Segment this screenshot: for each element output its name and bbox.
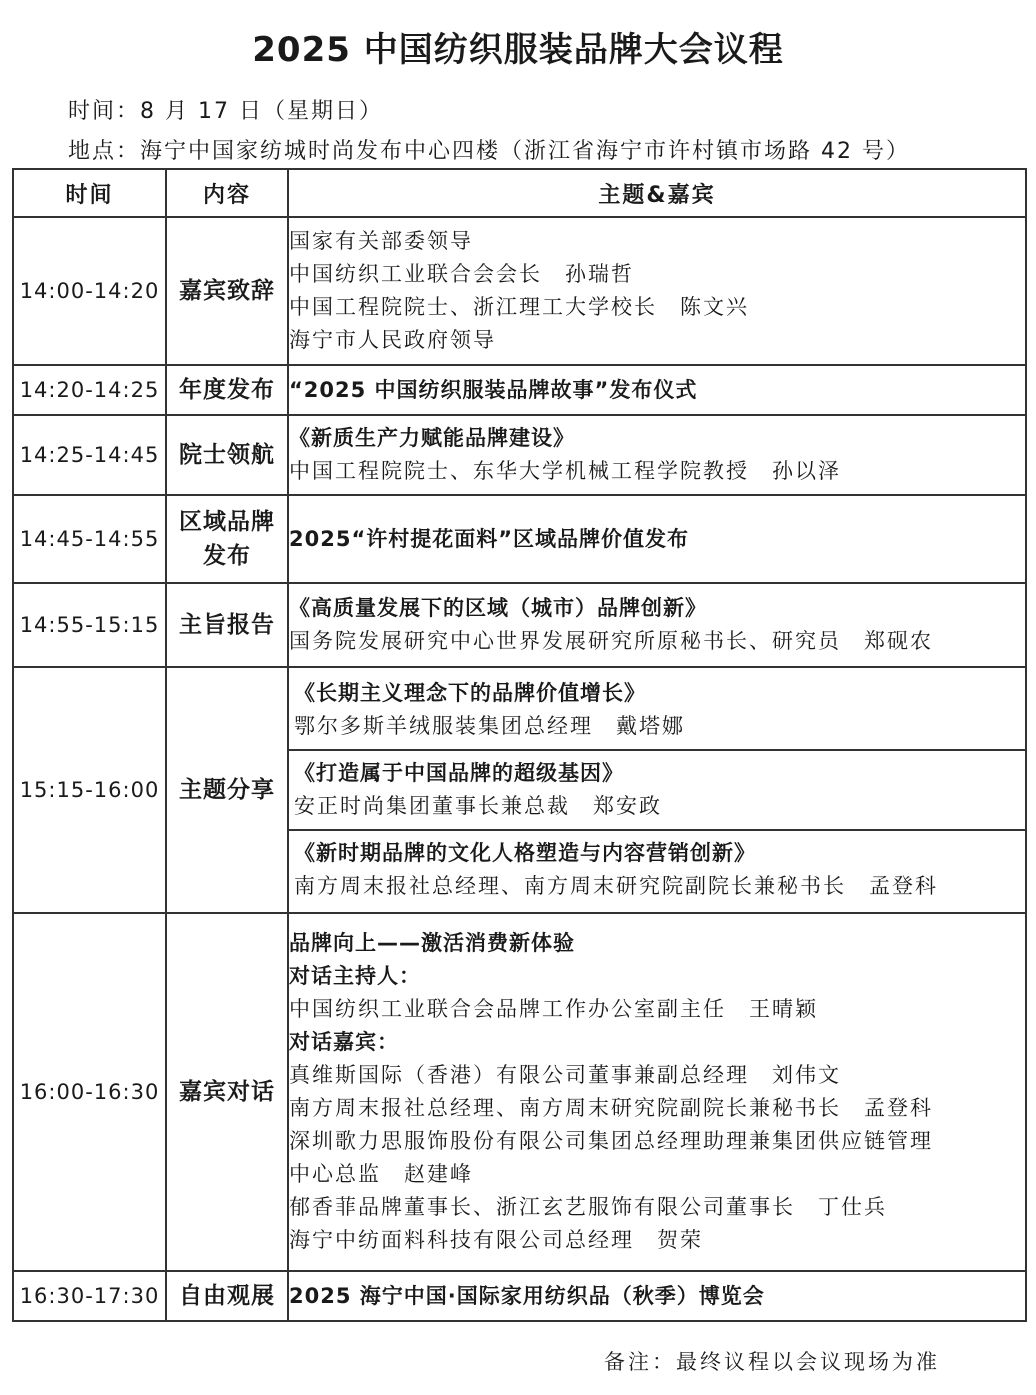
- row-content: 主旨报告: [166, 583, 288, 667]
- table-row: [13, 1271, 1026, 1321]
- row-topic-guests: [288, 217, 1026, 365]
- table-row: [13, 365, 1026, 415]
- row-topic-guests: [288, 1271, 1026, 1321]
- guest-line: 安正时尚集团董事长兼总裁 郑安政: [294, 794, 662, 818]
- row-topic-guests: [288, 495, 1026, 583]
- row-content: 主题分享: [166, 667, 288, 913]
- table-row: [13, 217, 1026, 365]
- topic-line: 《打造属于中国品牌的超级基因》: [294, 761, 624, 785]
- header-topic-guests: 主题&嘉宾: [288, 169, 1026, 217]
- row-content: 嘉宾对话: [166, 913, 288, 1271]
- header-time: 时间: [13, 169, 166, 217]
- guest-line: 南方周末报社总经理、南方周末研究院副院长兼秘书长 孟登科: [294, 874, 938, 898]
- table-row: [13, 495, 1026, 583]
- row-time: 14:55-15:15: [13, 583, 166, 667]
- row-content: 自由观展: [166, 1271, 288, 1321]
- guest-line: 中心总监 赵建峰: [289, 1162, 473, 1186]
- topic-line: 2025 海宁中国·国际家用纺织品（秋季）博览会: [289, 1283, 765, 1308]
- session-block: [289, 829, 1025, 909]
- row-topic-guests: [288, 583, 1026, 667]
- row-topic-guests: [288, 667, 1026, 913]
- topic-line: 品牌向上——激活消费新体验: [289, 931, 575, 955]
- guest-line: 中国工程院院士、东华大学机械工程学院教授 孙以泽: [289, 459, 841, 483]
- table-row: [13, 583, 1026, 667]
- guest-line: 中国工程院院士、浙江理工大学校长 陈文兴: [289, 295, 749, 319]
- table-row: [13, 415, 1026, 495]
- guest-line: 国家有关部委领导: [289, 229, 473, 253]
- row-content: 嘉宾致辞: [166, 217, 288, 365]
- row-content: [166, 495, 288, 583]
- session-block: [294, 671, 1025, 749]
- row-content: 院士领航: [166, 415, 288, 495]
- row-time: 14:45-14:55: [13, 495, 166, 583]
- footnote: 备注：最终议程以会议现场为准: [604, 1350, 940, 1374]
- row-time: 15:15-16:00: [13, 667, 166, 913]
- guest-line: 深圳歌力思服饰股份有限公司集团总经理助理兼集团供应链管理: [289, 1129, 933, 1153]
- agenda-title: 2025 中国纺织服装品牌大会议程: [252, 30, 784, 70]
- row-time: 16:30-17:30: [13, 1271, 166, 1321]
- guest-line: 鄂尔多斯羊绒服装集团总经理 戴塔娜: [294, 714, 685, 738]
- row-time: 14:25-14:45: [13, 415, 166, 495]
- venue-line: 地点：海宁中国家纺城时尚发布中心四楼（浙江省海宁市许村镇市场路 42 号）: [68, 139, 910, 164]
- guest-line: 海宁市人民政府领导: [289, 328, 496, 352]
- topic-line: 《高质量发展下的区域（城市）品牌创新》: [289, 596, 707, 620]
- panelists-label: 对话嘉宾：: [289, 1030, 399, 1054]
- table-row: [13, 667, 1026, 913]
- row-content: 年度发布: [166, 365, 288, 415]
- row-topic-guests: [288, 365, 1026, 415]
- topic-line: 《新时期品牌的文化人格塑造与内容营销创新》: [294, 841, 756, 865]
- topic-line: 《长期主义理念下的品牌价值增长》: [294, 681, 646, 705]
- guest-line: 中国纺织工业联合会品牌工作办公室副主任 王晴颖: [289, 997, 818, 1021]
- guest-line: 国务院发展研究中心世界发展研究所原秘书长、研究员 郑砚农: [289, 629, 933, 653]
- topic-line: “2025 中国纺织服装品牌故事”发布仪式: [289, 377, 698, 402]
- row-time: 14:20-14:25: [13, 365, 166, 415]
- topic-line: 《新质生产力赋能品牌建设》: [289, 426, 575, 450]
- guest-line: 海宁中纺面料科技有限公司总经理 贺荣: [289, 1228, 703, 1252]
- moderator-label: 对话主持人：: [289, 964, 421, 988]
- row-time: 16:00-16:30: [13, 913, 166, 1271]
- session-block: [289, 749, 1025, 829]
- date-line: 时间：8 月 17 日（星期日）: [68, 99, 383, 124]
- topic-line: 2025“许村提花面料”区域品牌价值发布: [289, 526, 690, 551]
- table-row: [13, 913, 1026, 1271]
- row-time: 14:00-14:20: [13, 217, 166, 365]
- agenda-table: [12, 168, 1027, 1322]
- guest-line: 真维斯国际（香港）有限公司董事兼副总经理 刘伟文: [289, 1063, 841, 1087]
- row-content-text: 区域品牌发布: [178, 509, 275, 569]
- guest-line: 郁香菲品牌董事长、浙江玄艺服饰有限公司董事长 丁仕兵: [289, 1195, 887, 1219]
- row-topic-guests: [288, 415, 1026, 495]
- guest-line: 中国纺织工业联合会会长 孙瑞哲: [289, 262, 634, 286]
- guest-line: 南方周末报社总经理、南方周末研究院副院长兼秘书长 孟登科: [289, 1096, 933, 1120]
- table-header-row: [13, 169, 1026, 217]
- row-topic-guests: [288, 913, 1026, 1271]
- header-content: 内容: [166, 169, 288, 217]
